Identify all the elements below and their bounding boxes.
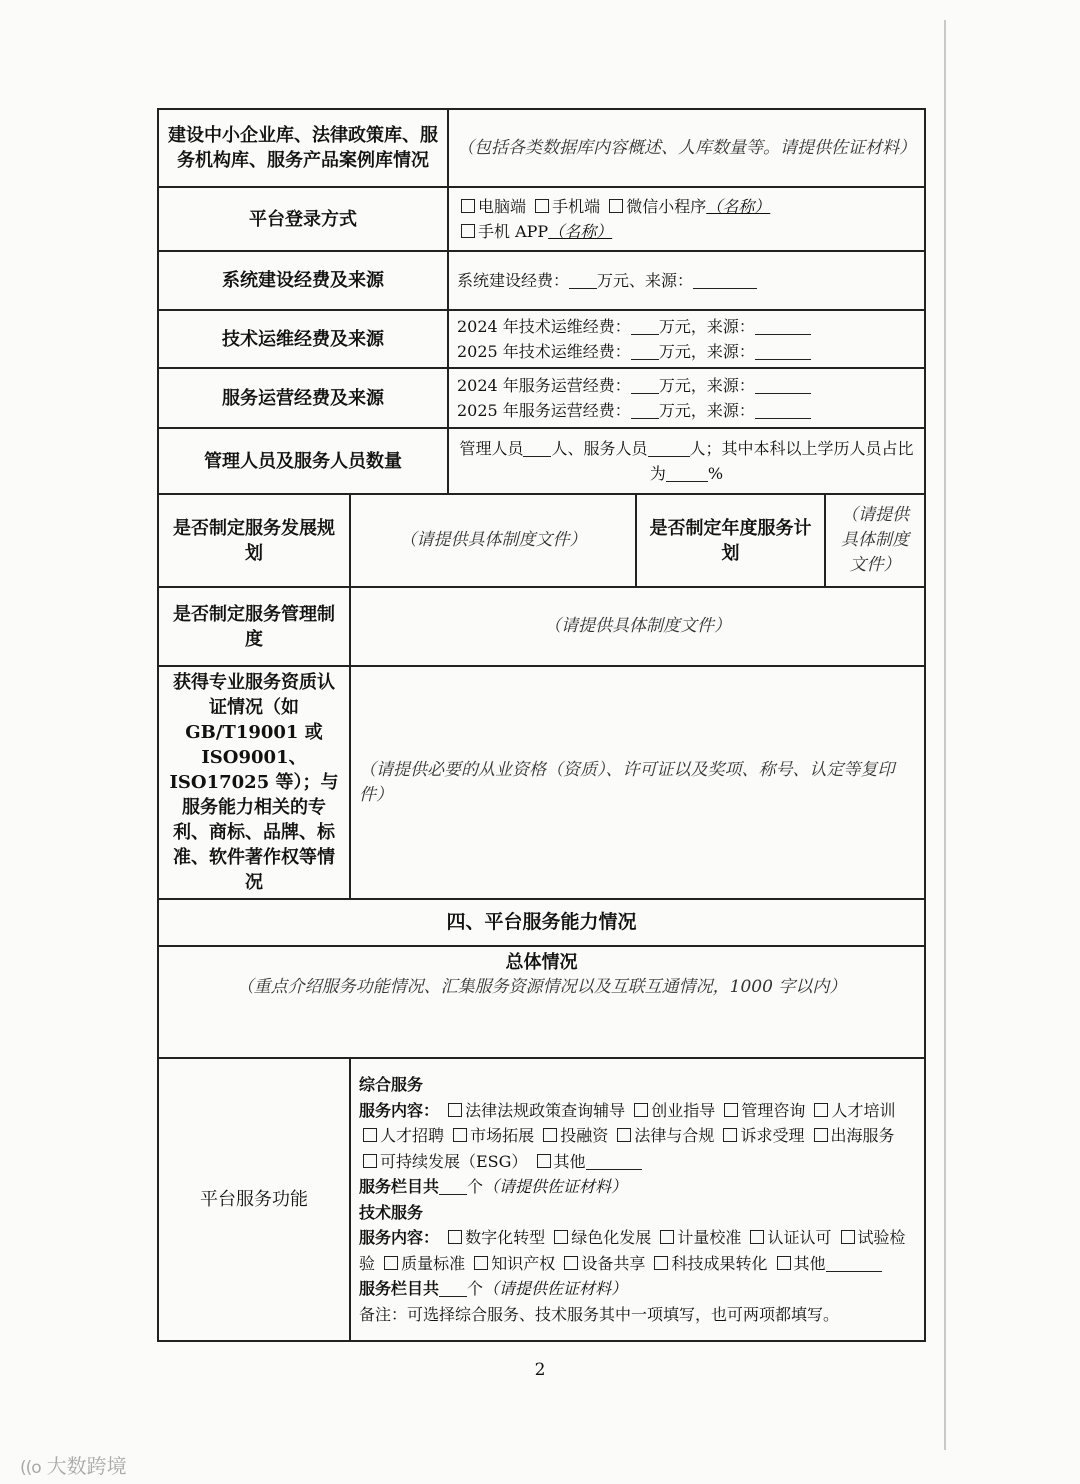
- service-ops-line2: 2025 年服务运营经费：: [457, 401, 631, 420]
- watermark-text: 大数跨境: [46, 1454, 127, 1478]
- checkbox-pc[interactable]: [461, 199, 475, 213]
- row-database: [158, 109, 925, 187]
- tech-ops-unit-1: 万元，来源：: [658, 317, 755, 336]
- annual-plan-hint[interactable]: （请提供具体制度文件）: [825, 494, 925, 587]
- item-other-comprehensive: 其他: [553, 1151, 586, 1171]
- annual-plan-label: 是否制定年度服务计划: [636, 494, 825, 587]
- technical-columns-label: 服务栏目共: [359, 1279, 440, 1298]
- tech-ops-line1: 2024 年技术运维经费：: [457, 317, 631, 336]
- option-mobile: 手机端: [552, 197, 601, 216]
- staff-p2: 人、服务人员: [551, 439, 648, 458]
- build-funds-unit: 万元、来源：: [597, 271, 694, 290]
- comprehensive-columns-label: 服务栏目共: [359, 1177, 440, 1196]
- app-name-hint[interactable]: （名称）: [548, 222, 613, 241]
- row-login: [158, 187, 925, 251]
- checkbox-tech-transfer[interactable]: [654, 1256, 668, 1270]
- checkbox-talent-training[interactable]: [814, 1103, 828, 1117]
- checkbox-quality[interactable]: [384, 1256, 398, 1270]
- row-section-title: [158, 899, 925, 946]
- staff-label: 管理人员及服务人员数量: [158, 428, 448, 494]
- service-ops-unit-2: 万元，来源：: [658, 401, 755, 420]
- service-ops-field: [448, 368, 925, 428]
- checkbox-testing[interactable]: [841, 1230, 855, 1244]
- checkbox-other-comprehensive[interactable]: [537, 1154, 551, 1168]
- comprehensive-columns: [359, 1174, 916, 1200]
- tech-ops-2025-source-blank[interactable]: [755, 359, 811, 360]
- item-legal-policy: 法律法规政策查询辅导: [465, 1100, 626, 1120]
- build-funds-field: [448, 251, 925, 310]
- technical-title: 技术服务: [359, 1202, 424, 1222]
- comprehensive-columns-unit: 个: [467, 1177, 484, 1196]
- services-label: 平台服务功能: [158, 1058, 350, 1341]
- checkbox-equipment[interactable]: [564, 1256, 578, 1270]
- tech-ops-2024-source-blank[interactable]: [755, 334, 811, 335]
- certification-label: 获得专业服务资质认证情况（如 GB/T19001 或 ISO9001、ISO17025 等）；与服务能力相关的专利、商标、品牌、标准、软件著作权等情况: [158, 666, 350, 899]
- tech-ops-2024-amount-blank[interactable]: [631, 334, 659, 335]
- row-services: [158, 1058, 925, 1341]
- checkbox-legal-compliance[interactable]: [617, 1128, 631, 1142]
- database-label: 建设中小企业库、法律政策库、服务机构库、服务产品案例库情况: [158, 109, 448, 187]
- checkbox-appeals[interactable]: [723, 1128, 737, 1142]
- watermark: [20, 1450, 127, 1479]
- checkbox-ip[interactable]: [474, 1256, 488, 1270]
- overall-title: 总体情况: [505, 952, 578, 973]
- service-ops-2025-amount-blank[interactable]: [631, 418, 659, 419]
- item-testing: 试验检验: [359, 1228, 906, 1273]
- row-build-funds: [158, 251, 925, 310]
- other-comprehensive-blank[interactable]: [586, 1169, 642, 1170]
- item-financing: 投融资: [560, 1126, 609, 1145]
- checkbox-digital[interactable]: [448, 1230, 462, 1244]
- build-funds-amount-blank[interactable]: [569, 288, 597, 289]
- service-ops-unit-1: 万元，来源：: [658, 376, 755, 395]
- page-edge-line: [944, 20, 946, 1450]
- checkbox-recruiting[interactable]: [363, 1128, 377, 1142]
- managers-count-blank[interactable]: [523, 456, 551, 457]
- service-ops-2025-source-blank[interactable]: [755, 418, 811, 419]
- tech-ops-field: [448, 310, 925, 368]
- option-miniprogram: 微信小程序: [626, 197, 707, 216]
- login-options: [448, 187, 925, 251]
- management-hint[interactable]: （请提供具体制度文件）: [350, 587, 925, 666]
- watermark-logo-icon: ((o: [20, 1458, 41, 1478]
- row-tech-ops: [158, 310, 925, 368]
- degree-ratio-blank[interactable]: [666, 481, 708, 482]
- item-market-expansion: 市场拓展: [470, 1126, 535, 1145]
- technical-content-label: 服务内容：: [359, 1228, 440, 1247]
- technical-items: [359, 1225, 916, 1276]
- item-startup: 创业指导: [651, 1100, 716, 1120]
- checkbox-green[interactable]: [554, 1230, 568, 1244]
- overall-hint: （重点介绍服务功能情况、汇集服务资源情况以及互联互通情况，1000 字以内）: [236, 977, 847, 997]
- item-overseas: 出海服务: [830, 1126, 895, 1145]
- tech-ops-label: 技术运维经费及来源: [158, 310, 448, 368]
- row-plans: [158, 494, 925, 587]
- staff-field: [448, 428, 925, 494]
- dev-plan-hint[interactable]: （请提供具体制度文件）: [350, 494, 636, 587]
- services-note: 备注：可选择综合服务、技术服务其中一项填写，也可两项都填写。: [359, 1304, 840, 1324]
- technical-columns-unit: 个: [467, 1279, 484, 1298]
- checkbox-miniprogram[interactable]: [609, 199, 623, 213]
- item-calibration: 计量校准: [677, 1228, 742, 1247]
- management-label: 是否制定服务管理制度: [158, 587, 350, 666]
- service-ops-label: 服务运营经费及来源: [158, 368, 448, 428]
- checkbox-calibration[interactable]: [660, 1230, 674, 1244]
- option-app: 手机 APP: [478, 222, 549, 241]
- section-title: 四、平台服务能力情况: [158, 899, 925, 946]
- item-ip: 知识产权: [491, 1253, 556, 1273]
- item-quality: 质量标准: [401, 1253, 466, 1273]
- row-staff: [158, 428, 925, 494]
- item-management-consulting: 管理咨询: [741, 1100, 806, 1120]
- technical-columns-hint: （请提供佐证材料）: [483, 1279, 628, 1298]
- row-certification: [158, 666, 925, 899]
- row-management: [158, 587, 925, 666]
- staff-p1: 管理人员: [459, 439, 524, 458]
- application-form-table: [157, 108, 926, 1342]
- comprehensive-items: [359, 1098, 916, 1175]
- item-other-technical: 其他: [793, 1253, 826, 1273]
- checkbox-management-consulting[interactable]: [724, 1103, 738, 1117]
- build-funds-source-blank[interactable]: [693, 288, 757, 289]
- checkbox-startup[interactable]: [634, 1103, 648, 1117]
- comprehensive-content-label: 服务内容：: [359, 1100, 440, 1120]
- service-ops-2024-amount-blank[interactable]: [631, 393, 659, 394]
- checkbox-mobile[interactable]: [535, 199, 549, 213]
- overall-cell[interactable]: [158, 946, 925, 1058]
- service-staff-count-blank[interactable]: [648, 456, 690, 457]
- item-certification: 认证认可: [767, 1228, 832, 1247]
- checkbox-market-expansion[interactable]: [453, 1128, 467, 1142]
- build-funds-prefix: 系统建设经费：: [457, 271, 570, 290]
- database-hint[interactable]: （包括各类数据库内容概述、人库数量等。请提供佐证材料）: [448, 109, 925, 187]
- checkbox-other-technical[interactable]: [777, 1256, 791, 1270]
- tech-ops-line2: 2025 年技术运维经费：: [457, 342, 631, 361]
- item-appeals: 诉求受理: [740, 1126, 805, 1145]
- services-cell: [350, 1058, 925, 1341]
- item-equipment: 设备共享: [581, 1253, 646, 1273]
- item-esg: 可持续发展（ESG）: [380, 1151, 528, 1171]
- service-ops-2024-source-blank[interactable]: [755, 393, 811, 394]
- dev-plan-label: 是否制定服务发展规划: [158, 494, 350, 587]
- service-ops-line1: 2024 年服务运营经费：: [457, 376, 631, 395]
- technical-columns: [359, 1276, 916, 1302]
- checkbox-esg[interactable]: [363, 1154, 377, 1168]
- comprehensive-columns-blank[interactable]: [439, 1194, 467, 1195]
- checkbox-overseas[interactable]: [814, 1128, 828, 1142]
- row-service-ops: [158, 368, 925, 428]
- miniprogram-name-hint[interactable]: （名称）: [706, 197, 771, 216]
- build-funds-label: 系统建设经费及来源: [158, 251, 448, 310]
- checkbox-app[interactable]: [461, 224, 475, 238]
- item-recruiting: 人才招聘: [380, 1126, 445, 1145]
- technical-columns-blank[interactable]: [439, 1296, 467, 1297]
- staff-p3: 人；其中本科以上学历人员占比为: [649, 439, 914, 483]
- tech-ops-2025-amount-blank[interactable]: [631, 359, 659, 360]
- staff-p4: %: [707, 464, 724, 483]
- certification-hint[interactable]: （请提供必要的从业资格（资质）、许可证以及奖项、称号、认定等复印件）: [350, 666, 925, 899]
- checkbox-legal-policy[interactable]: [448, 1103, 462, 1117]
- checkbox-certification[interactable]: [750, 1230, 764, 1244]
- item-digital: 数字化转型: [465, 1228, 546, 1247]
- login-label: 平台登录方式: [158, 187, 448, 251]
- item-legal-compliance: 法律与合规: [634, 1126, 715, 1145]
- option-pc: 电脑端: [478, 197, 527, 216]
- comprehensive-title: 综合服务: [359, 1075, 424, 1094]
- item-green: 绿色化发展: [571, 1228, 652, 1247]
- row-overall: [158, 946, 925, 1058]
- other-technical-blank[interactable]: [826, 1271, 882, 1272]
- item-tech-transfer: 科技成果转化: [671, 1253, 768, 1273]
- item-talent-training: 人才培训: [831, 1100, 896, 1120]
- checkbox-financing[interactable]: [543, 1128, 557, 1142]
- tech-ops-unit-2: 万元，来源：: [658, 342, 755, 361]
- page-number: 2: [534, 1360, 546, 1380]
- comprehensive-columns-hint: （请提供佐证材料）: [483, 1177, 628, 1196]
